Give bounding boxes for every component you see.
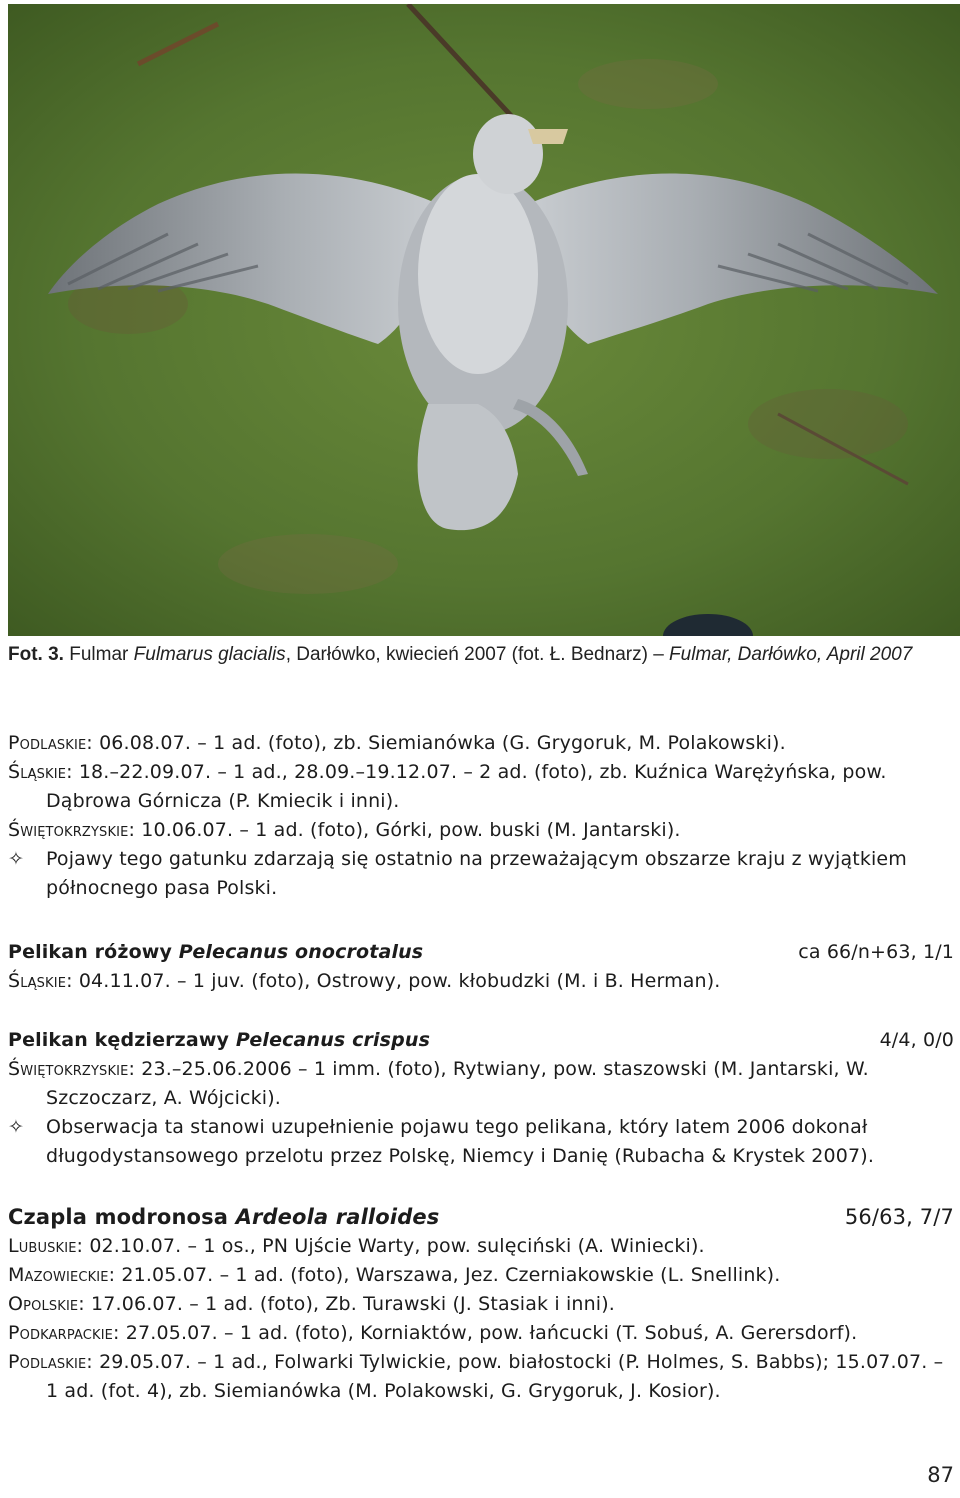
note-text: Obserwacja ta stanowi uzupełnienie pojawu tego pelikana, który latem 2006 dokonał długodystansowego przelotu przez Polskę, Niemcy i Danię (Rubacha & Krystek 2007).	[46, 1116, 875, 1167]
species-heading	[8, 1026, 954, 1055]
record-text: 18.–22.09.07. – 1 ad., 28.09.–19.12.07. – 2 ad. (foto), zb. Kuźnica Warężyńska, pow. Dąbrowa Górnicza (P. Kmiecik i inni).	[46, 761, 887, 812]
region-name: Śląskie:	[8, 761, 73, 783]
region-name: Podkarpackie:	[8, 1322, 120, 1344]
species-stats: 56/63, 7/7	[844, 1205, 954, 1229]
figure-caption	[8, 642, 952, 667]
region-name: Lubuskie:	[8, 1235, 84, 1257]
note-text: Pojawy tego gatunku zdarzają się ostatnio na przeważającym obszarze kraju z wyjątkiem północnego pasa Polski.	[46, 848, 907, 899]
species-latin: Pelecanus crispus	[235, 1029, 431, 1051]
record-text: 10.06.07. – 1 ad. (foto), Górki, pow. buski (M. Jantarski).	[135, 819, 681, 841]
region-name: Mazowieckie:	[8, 1264, 116, 1286]
species-latin: Ardeola ralloides	[235, 1205, 440, 1229]
records-block-1	[8, 729, 954, 903]
photo-dead-fulmar	[8, 4, 960, 636]
record-entry	[8, 1348, 954, 1406]
record-entry	[8, 1319, 954, 1348]
caption-english: Fulmar, Darłówko, April 2007	[669, 644, 913, 665]
record-text: 29.05.07. – 1 ad., Folwarki Tylwickie, pow. białostocki (P. Holmes, S. Babbs); 15.07.07. – 1 ad. (fot. 4), zb. Siemianówka (M. Polakowski, G. Grygoruk, J. Kosior).	[46, 1351, 944, 1402]
region-name: Podlaskie:	[8, 732, 93, 754]
record-entry	[8, 1290, 954, 1319]
record-text: 17.06.07. – 1 ad. (foto), Zb. Turawski (J. Stasiak i inni).	[84, 1293, 615, 1315]
species-heading	[8, 938, 954, 967]
caption-species-pl: Fulmar	[63, 644, 134, 665]
caption-label: Fot. 3.	[8, 644, 64, 665]
region-name: Podlaskie:	[8, 1351, 93, 1373]
diamond-icon: ✧	[8, 1116, 25, 1138]
region-name: Śląskie:	[8, 970, 73, 992]
species-name: Czapla modronosa	[8, 1205, 236, 1229]
record-entry	[8, 758, 954, 816]
species-note	[8, 845, 954, 903]
species-block-pelecanus-crispus	[8, 1026, 954, 1171]
record-text: 23.–25.06.2006 – 1 imm. (foto), Rytwiany, pow. staszowski (M. Jantarski, W. Szczoczarz, A. Wójcicki).	[46, 1058, 869, 1109]
record-text: 27.05.07. – 1 ad. (foto), Korniaktów, pow. łańcucki (T. Sobuś, A. Gerersdorf).	[119, 1322, 858, 1344]
species-block-ardeola-ralloides	[8, 1203, 954, 1406]
region-name: Świętokrzyskie:	[8, 819, 136, 841]
record-entry	[8, 1055, 954, 1113]
species-heading	[8, 1203, 954, 1232]
caption-latin: Fulmarus glacialis	[133, 644, 286, 665]
record-entry	[8, 816, 954, 845]
record-entry	[8, 1232, 954, 1261]
species-name: Pelikan różowy	[8, 941, 179, 963]
record-text: 04.11.07. – 1 juv. (foto), Ostrowy, pow. kłobudzki (M. i B. Herman).	[72, 970, 721, 992]
record-entry	[8, 729, 954, 758]
record-text: 02.10.07. – 1 os., PN Ujście Warty, pow. sulęciński (A. Winiecki).	[83, 1235, 705, 1257]
caption-text: , Darłówko, kwiecień 2007 (fot. Ł. Bednarz) –	[285, 644, 670, 665]
region-name: Opolskie:	[8, 1293, 85, 1315]
page-number: 87	[927, 1463, 954, 1487]
diamond-icon: ✧	[8, 848, 25, 870]
species-name: Pelikan kędzierzawy	[8, 1029, 236, 1051]
species-stats: 4/4, 0/0	[879, 1029, 954, 1051]
species-latin: Pelecanus onocrotalus	[178, 941, 424, 963]
species-block-pelecanus-onocrotalus	[8, 938, 954, 996]
dead-fulmar-photo-icon	[8, 4, 960, 636]
species-stats: ca 66/n+63, 1/1	[798, 941, 954, 963]
record-entry	[8, 1261, 954, 1290]
region-name: Świętokrzyskie:	[8, 1058, 136, 1080]
record-text: 21.05.07. – 1 ad. (foto), Warszawa, Jez. Czerniakowskie (L. Snellink).	[115, 1264, 781, 1286]
species-note	[8, 1113, 954, 1171]
record-text: 06.08.07. – 1 ad. (foto), zb. Siemianówka (G. Grygoruk, M. Polakowski).	[92, 732, 786, 754]
record-entry	[8, 967, 954, 996]
